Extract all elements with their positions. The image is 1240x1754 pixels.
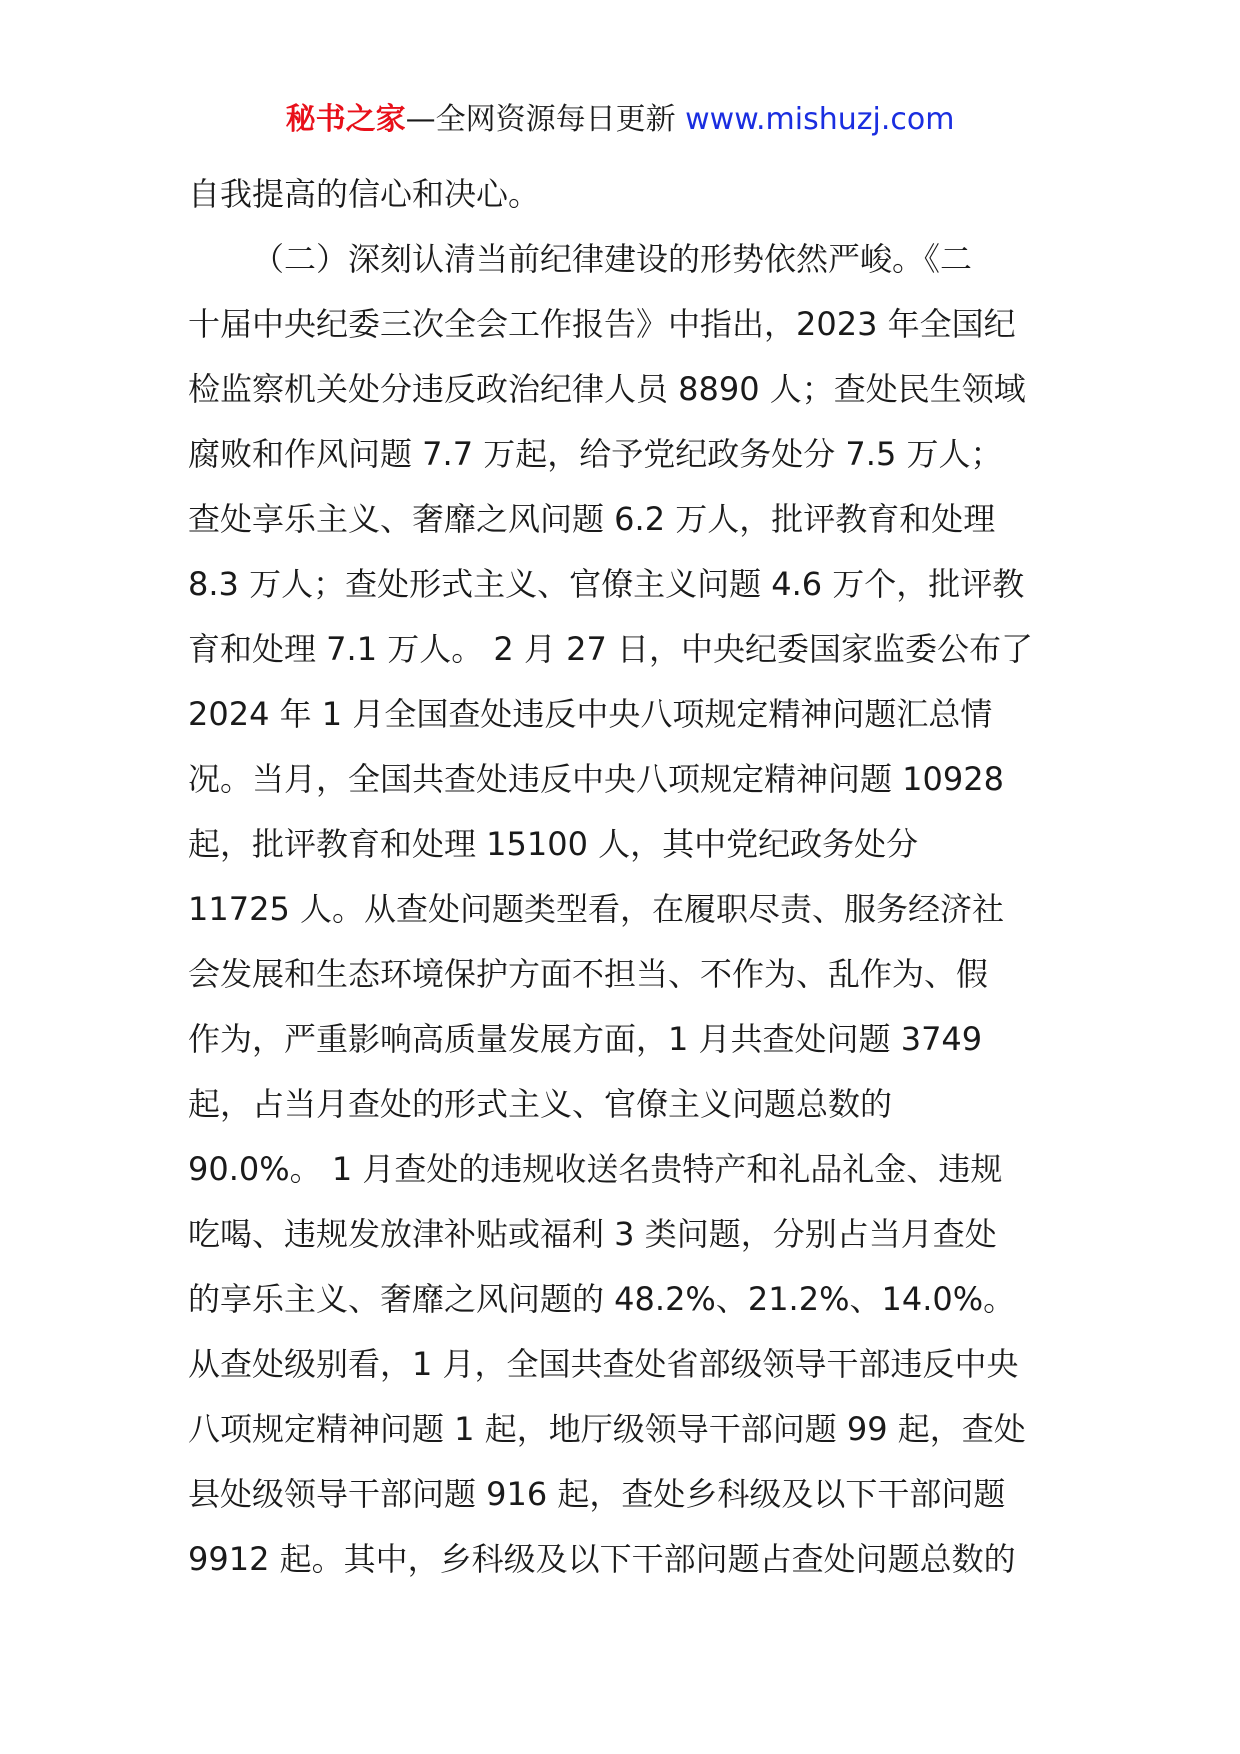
body-line: 会发展和生态环境保护方面不担当、不作为、乱作为、假 <box>188 955 989 993</box>
brand-name: 秘书之家 <box>285 102 406 137</box>
body-line: 查处享乐主义、奢靡之风问题 6.2 万人，批评教育和处理 <box>188 500 996 538</box>
body-line: 从查处级别看，1 月，全国共查处省部级领导干部违反中央 <box>188 1345 1019 1383</box>
body-line: 作为，严重影响高质量发展方面，1 月共查处问题 3749 <box>188 1020 983 1058</box>
body-line: 起，批评教育和处理 15100 人，其中党纪政务处分 <box>188 825 919 863</box>
body-line: 8.3 万人；查处形式主义、官僚主义问题 4.6 万个，批评教 <box>188 565 1025 603</box>
body-line: 县处级领导干部问题 916 起，查处乡科级及以下干部问题 <box>188 1475 1006 1513</box>
body-line: 吃喝、违规发放津补贴或福利 3 类问题，分别占当月查处 <box>188 1215 997 1253</box>
body-line: 十届中央纪委三次全会工作报告》中指出，2023 年全国纪 <box>188 305 1016 343</box>
page-header <box>0 100 1240 140</box>
body-line: 起，占当月查处的形式主义、官僚主义问题总数的 <box>188 1085 893 1123</box>
body-line: 况。当月，全国共查处违反中央八项规定精神问题 10928 <box>188 760 1004 798</box>
body-line: 检监察机关处分违反政治纪律人员 8890 人；查处民生领域 <box>188 370 1026 408</box>
body-line: 自我提高的信心和决心。 <box>188 175 541 213</box>
document-body <box>188 162 1056 1592</box>
body-line: 的享乐主义、奢靡之风问题的 48.2%、21.2%、14.0%。 <box>188 1280 1016 1318</box>
section-heading-line: （二）深刻认清当前纪律建设的形势依然严峻。《二 <box>252 240 973 278</box>
header-tagline: —全网资源每日更新 <box>405 102 676 137</box>
body-line: 八项规定精神问题 1 起，地厅级领导干部问题 99 起，查处 <box>188 1410 1026 1448</box>
body-line: 11725 人。从查处问题类型看，在履职尽责、服务经济社 <box>188 890 1004 928</box>
body-line: 育和处理 7.1 万人。 2 月 27 日，中央纪委国家监委公布了 <box>188 630 1034 668</box>
body-line: 腐败和作风问题 7.7 万起，给予党纪政务处分 7.5 万人； <box>188 435 1003 473</box>
website-link[interactable]: www.mishuzj.com <box>685 102 955 137</box>
body-line: 2024 年 1 月全国查处违反中央八项规定精神问题汇总情 <box>188 695 993 733</box>
body-line: 90.0%。 1 月查处的违规收送名贵特产和礼品礼金、违规 <box>188 1150 1003 1188</box>
body-line: 9912 起。其中，乡科级及以下干部问题占查处问题总数的 <box>188 1540 1016 1578</box>
